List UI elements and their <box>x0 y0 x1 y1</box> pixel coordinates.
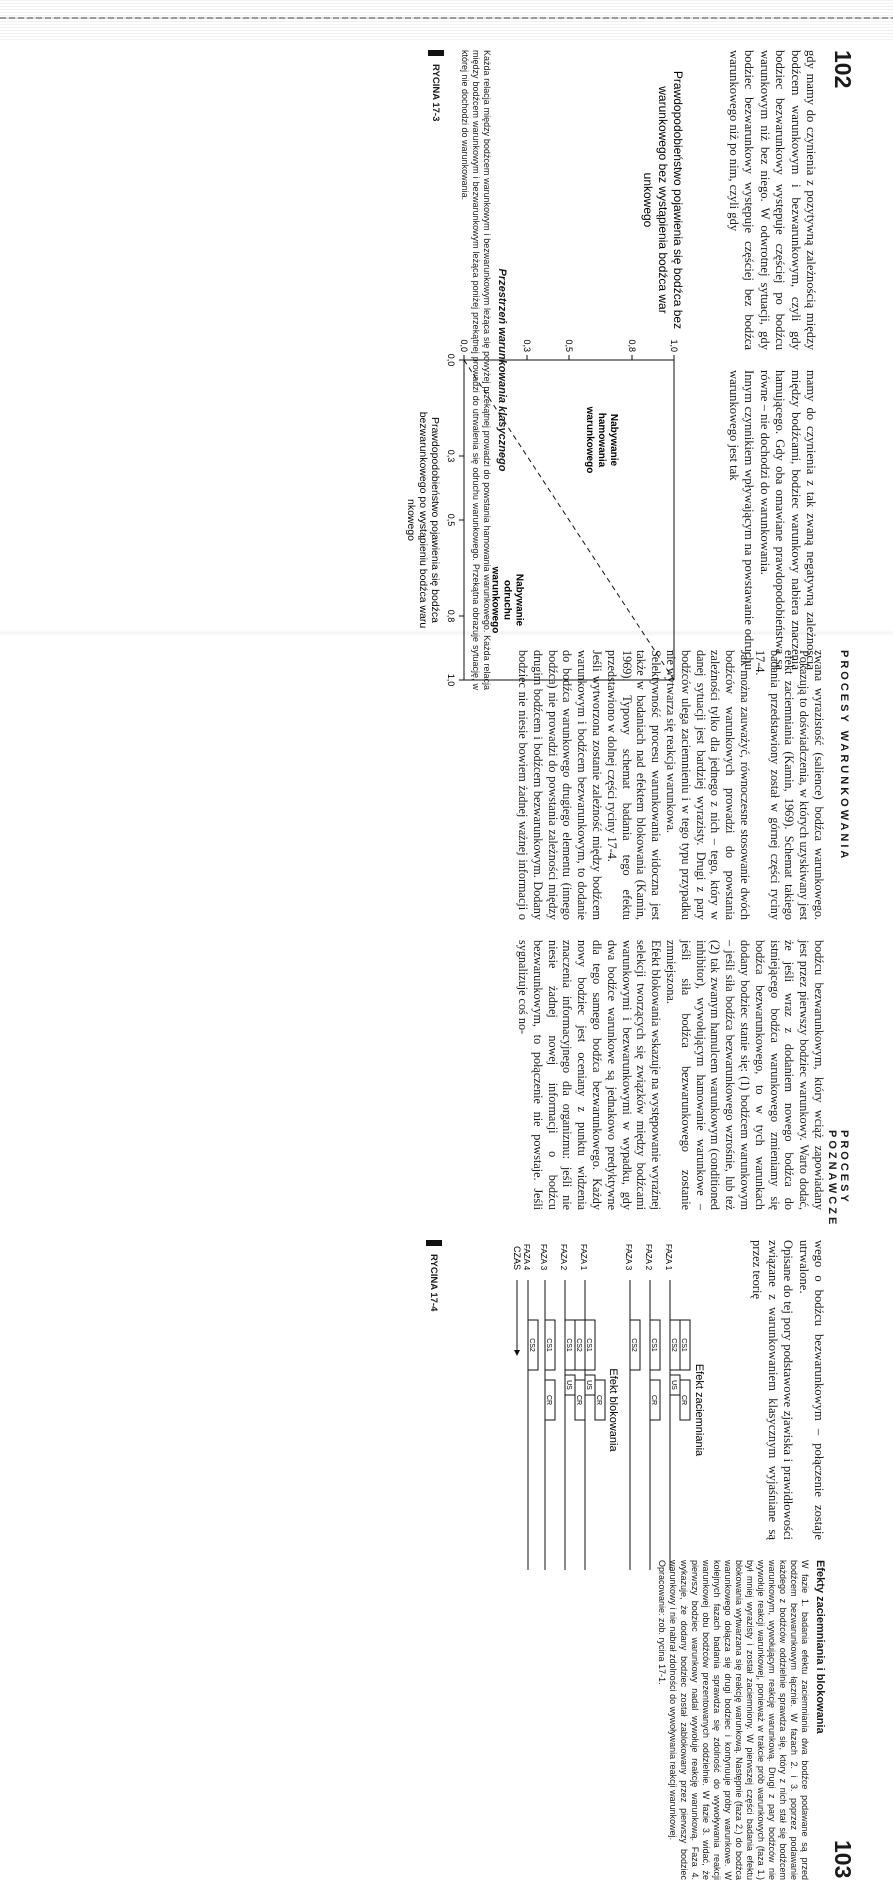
figure-17-3-caption <box>459 50 508 690</box>
chart-xlabel-line: nkowego <box>405 498 417 542</box>
phase-label: FAZA 3 <box>539 1244 548 1271</box>
y-tick-label: 0,5 <box>564 339 574 352</box>
figure-label-bar <box>428 50 444 56</box>
panel-title-blocking: Efekt blokowania <box>607 1368 619 1452</box>
figure-caption-title: Efekty zaciemniania i blokowania <box>814 1560 826 1734</box>
annotation-excitation: Nabywanie <box>513 573 525 627</box>
x-tick-label: 0,0 <box>446 353 456 367</box>
chart-ylabel-line1: Prawdopodobieństwo pojawienia się bodźca bez <box>671 70 685 330</box>
stimulus-label: CS2 <box>630 1338 637 1352</box>
stimulus-label: CS1 <box>565 1338 572 1352</box>
figure-label-text: RYCINA 17-4 <box>428 1254 440 1312</box>
stimulus-label: CS2 <box>575 1338 582 1352</box>
x-tick-label: 0,8 <box>446 609 456 623</box>
annotation-excitation: warunkowego <box>489 566 501 634</box>
page-number: 102 <box>830 50 856 89</box>
stimulus-label: CS2 <box>670 1338 677 1352</box>
time-arrow-head <box>514 1350 520 1356</box>
phase-rows <box>522 1244 690 1570</box>
page-103 <box>420 640 860 1903</box>
page-number: 103 <box>830 1840 856 1879</box>
phase-label: FAZA 1 <box>579 1244 588 1271</box>
y-tick-label: 1,0 <box>669 339 679 352</box>
y-tick-label: 0,3 <box>522 339 532 352</box>
text-column-1: gdy mamy do czynienia z pozytywną zależnością między bodźcem warunkowym i bezwarunkowym, czyli gdy bodziec bezwarunkowy występuje częściej po bodźcu warunkowym niż bez niego. W odwrotnej sytuacji, gdy bodziec bezwarunkowy występuje częściej bez bodźca warunkowego niż po nim, czyli gdy <box>726 50 818 350</box>
stimulus-label: CS1 <box>545 1338 552 1352</box>
figure-label-text: RYCINA 17-3 <box>430 64 442 122</box>
stimulus-label: CS1 <box>650 1338 657 1352</box>
time-label: CZAS <box>512 1246 522 1271</box>
chart-xlabel-line: bezwarunkowego po wystąpieniu bodźca waru <box>417 411 429 629</box>
stimulus-label: US <box>565 1380 572 1390</box>
figure-caption-text: Każda relacja między bodźcem warunkowym i bezwarunkowym leżąca się powyżej przekątnej prowadzi do powstania hamowania warunkowego. Każda relacja między bodźcem warunkowym i bezwarunkowym leżąca poniżej przekątnej prowadzi do utrwalenia się odruchu warunkowego. Przekątna obrazuje sytuację, w której nie dochodzi do warunkowania. <box>460 50 492 690</box>
phase-label: FAZA 2 <box>644 1244 653 1271</box>
figure-caption-text: W fazie 1. badania efektu zaciemniania dwa bodźce podawane są przed bodźcem bezwarunkowym łącznie. W fazach 2. i 3. poprzez podawanie każdego z bodźców oddzielnie sprawdza się, który z nich stał się bodźcem warunkowym, wywołującym reakcję warunkową. Drugi z pary bodźców nie wywołuje reakcji warunkowej, ponieważ w trakcie prób warunkowych (faza 1.) był mniej wyrazisty i został zaciemniony. W pierwszej części badania efektu blokowania wytwarzana się reakcję warunkową. Następnie (faza 2.) do bodźca warunkowego dołącza się drugi bodziec i kontynuuje próby warunkowe. W kolejnych fazach badania sprawdza się zdolność do wywoływania reakcji warunkowej obu bodźców prezentowanych oddzielnie. W fazie 3. widać, że pierwszy bodziec warunkowy nadal wywołuje reakcję warunkową. Faza 4. wykazuje, że dodany bodziec został zablokowany przez pierwszy bodziec warunkowy i nie nabrał zdolności do wywoływania reakcji warunkowej. <box>668 1560 810 1880</box>
running-head: PROCESY WARUNKOWANIA <box>838 650 850 862</box>
text-column-2: mamy do czynienia z tak zwaną negatywną zależnością między bodźcami, bodziec warunkowy nabiera znaczenia hamującego. Gdy oba omawiane prawdopodobieństwa są równe – nie dochodzi do warunkowania. Innym czynnikiem wpływającym na powstawanie odruchu warunkowego jest tak <box>726 370 818 670</box>
phase-label: FAZA 3 <box>624 1244 633 1271</box>
annotation-excitation: odruchu <box>501 580 513 620</box>
figure-source: Opracowanie: zob. rycina 17-1. <box>657 1560 667 1685</box>
annotation-inhibition: warunkowego <box>584 406 595 474</box>
x-tick-label: 1,0 <box>446 673 456 687</box>
panel-title-overshadowing: Efekt zaciemniania <box>693 1363 705 1457</box>
stimulus-label: CS2 <box>528 1338 535 1352</box>
stimulus-label: CR <box>545 1394 552 1406</box>
phase-label: FAZA 2 <box>559 1244 568 1271</box>
phase-label: FAZA 4 <box>522 1244 531 1271</box>
stimulus-label: CS1 <box>680 1338 687 1352</box>
annotation-inhibition: Nabywanie <box>608 413 619 467</box>
annotation-inhibition: hamowania <box>596 412 607 468</box>
running-head: PROCESY POZNAWCZE <box>826 1130 850 1228</box>
chart-xlabel-line: Prawdopodobieństwo pojawienia się bodźca <box>429 416 441 624</box>
phase-label: FAZA 1 <box>664 1244 673 1271</box>
x-tick-label: 0,3 <box>446 449 456 463</box>
y-tick-label: 0,8 <box>627 339 637 352</box>
text-column-continuation: wego o bodźcu bezwarunkowym – połączenie zostaje utrwalone. Opisane do tej pory podstawowe zjawiska i prawidłowości związane z warunkowaniem klasycznym wyjaśniane są przez teorię <box>750 1240 826 1540</box>
stimulus-label: CR <box>680 1394 687 1406</box>
stimulus-label: CR <box>650 1394 657 1406</box>
figure-label <box>428 50 444 121</box>
chart-ylabel-line3: unkowego <box>641 172 655 228</box>
stimulus-label: US <box>670 1380 677 1390</box>
x-tick-label: 0,5 <box>446 513 456 527</box>
scan-edge-band <box>0 0 893 40</box>
y-tick-label: 0,0 <box>459 339 469 352</box>
stimulus-label: CS1 <box>585 1338 592 1352</box>
text-columns-main: zwana wyrazistość (salience) bodźca warunkowego. Pokazują to doświadczenia, w których uzyskiwany jest efekt zaciemniania (Kamin, 1969). Schemat takiego badania przedstawiony został w górnej części ryciny 17-4. Jak można zauważyć, równoczesne stosowanie dwóch bodźców warunkowych prowadzi do powstania zależności tylko dla jednego z nich – tego, który w danej sytuacji jest bardziej wyrazisty. Drugi z pary bodźców ulega zaciemnieniu i w tego typu przypadku nie wytwarza się reakcja warunkowa. Selektywność procesu warunkowania widoczna jest także w badaniach nad efektem blokowania (Kamin, 1969). Typowy schemat badania tego efektu przedstawiono w dolnej części ryciny 17-4. Jeśli wytworzona zostanie zależność między bodźcem warunkowym i bodźcem bezwarunkowym, to dodanie do bodźca warunkowego drugiego elementu (innego bodźca) nie prowadzi do powstania zależności między drugim bodźcem i bodźcem bezwarunkowym. Dodany bodziec nie niesie bowiem żadnej ważnej informacji o bodźcu bezwarunkowym, który wciąż zapowiadany jest przez pierwszy bodziec warunkowy. Warto dodać, że jeśli wraz z dodaniem nowego bodźca do istniejącego bodźca warunkowego zmieniamy się bodźca bezwarunkowego, to w tych warunkach dodany bodziec stanie się: (1) bodźcem warunkowym – jeśli siła bodźca bezwarunkowego wzrośnie, lub też (2) tak zwanym hamulcem warunkowym (conditioned inhibitor), wywołującym hamowanie warunkowe – jeśli siła bodźca bezwarunkowego zostanie zmniejszona. Efekt blokowania wskazuje na występowanie wyraźnej selekcji tworzących się związków między bodźcami warunkowymi i bezwarunkowymi w wypadku, gdy dwa bodźce warunkowe są jednakowo predyktywne dla tego samego bodźca bezwarunkowego. Każdy nowy bodziec jest oceniany z punktu widzenia znaczenia informacyjnego dla organizmu: jeśli nie niesie żadnej nowej informacji o bodźcu bezwarunkowym, to połączenie nie powstaje. Jeśli sygnalizuje coś no- <box>516 650 826 1210</box>
stimulus-label: CR <box>575 1394 582 1406</box>
chart-plot-area <box>405 339 679 686</box>
figure-label-bar <box>426 1240 442 1246</box>
chart-ylabel-line2: warunkowego bez wystąpienia bodźca war <box>656 86 670 314</box>
zaciemnianie-blokowanie-diagram <box>510 1240 710 1580</box>
figure-label <box>426 1240 442 1311</box>
stimulus-label: US <box>585 1380 592 1390</box>
stimulus-label: CR <box>595 1394 602 1406</box>
figure-17-4-caption <box>656 1560 826 1880</box>
figure-caption-title: Przestrzeń warunkowania klasycznego <box>496 268 508 472</box>
